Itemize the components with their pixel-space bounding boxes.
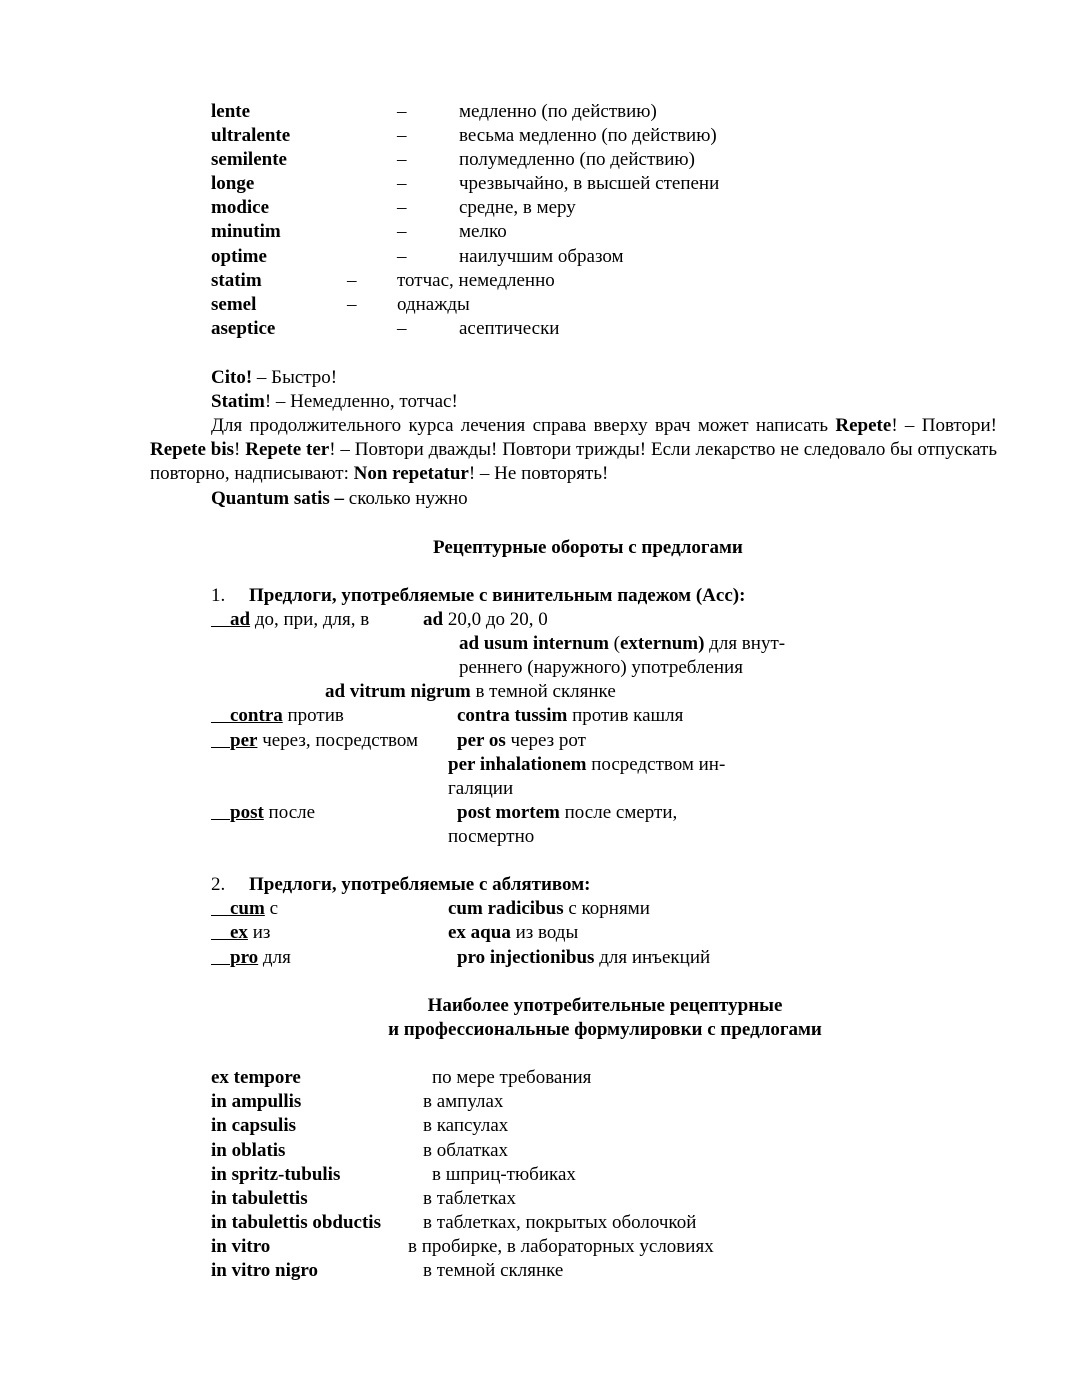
example-term: ad usum internum [459,633,609,654]
prep-cum [211,897,278,921]
formula-meaning: в таблетках [423,1188,516,1209]
prep-term: ex [230,922,248,943]
dash: – [397,246,407,267]
statim-term: Statim [211,391,265,412]
example-term: post mortem [457,802,560,823]
prep-meaning: для [258,947,291,968]
adverb-meaning: однажды [397,294,470,315]
adverb-meaning: тотчас, немедленно [397,270,555,291]
ex-example [448,921,578,945]
cito-line [211,366,337,390]
para-text: ! – Повтори дважды! Повтори трижды! Если лекарство не следовало бы отпускать повторно, надписывают: [150,439,998,484]
prep-term: per [230,730,258,751]
formula-meaning: в капсулах [423,1115,509,1136]
example-meaning: после смерти, [559,802,678,823]
cum-example [448,897,650,921]
adverb-term: lente [211,101,251,122]
dash: – [397,197,407,218]
example-term: cum radicibus [448,898,564,919]
dash: – [347,294,357,315]
example-meaning: 20,0 до 20, 0 [443,609,548,630]
prep-meaning: после [263,802,316,823]
inhal-example-cont: галяции [448,778,514,799]
list-number: 2. [211,874,226,895]
example-term: pro injectionibus [457,947,595,968]
prep-ad [211,608,369,632]
prep-ad-example [423,608,548,632]
section-title: и профессиональные формулировки с предлогами [388,1019,822,1040]
para-text: ! [234,439,246,460]
prep-meaning: до, при, для, в [250,609,370,630]
repete-paragraph [150,414,997,486]
prep-post [211,801,315,825]
repete-bis-term: Repete bis [150,439,235,460]
per-example [457,729,586,753]
example-meaning: для инъекций [594,947,711,968]
example-term: ad vitrum nigrum [325,681,471,702]
adverb-term: minutim [211,221,281,242]
dash: – [397,149,407,170]
abl-heading: Предлоги, употребляемые с аблятивом: [249,874,591,895]
prep-meaning: против [282,705,344,726]
cito-meaning: – Быстро! [252,367,338,388]
dash: – [397,318,407,339]
prep-term: contra [230,705,283,726]
quantum-meaning: сколько нужно [344,488,468,509]
example-meaning: из воды [510,922,579,943]
usum-example [459,632,785,656]
adverb-meaning: медленно (по действию) [459,101,657,122]
section-title: Рецептурные обороты с предлогами [433,537,743,558]
dash: – [397,101,407,122]
example-meaning: для внут- [704,633,786,654]
prep-per [211,729,418,753]
dash: – [397,173,407,194]
adverb-meaning: наилучшим образом [459,246,624,267]
formula-term: in vitro nigro [211,1260,318,1281]
prep-meaning: из [247,922,271,943]
post-example [457,801,677,825]
post-example-cont: посмертно [448,826,535,847]
non-repetatur-term: Non repetatur [353,463,469,484]
dash: – [397,125,407,146]
contra-example [457,704,683,728]
para-text: Для продолжительного курса лечения справа вверху врач может написать [211,415,836,436]
acc-heading: Предлоги, употребляемые с винительным падежом (Acc): [249,585,746,606]
section-title: Наиболее употребительные рецептурные [427,995,783,1016]
paren: ( [608,633,620,654]
example-meaning: с корнями [563,898,650,919]
repete-term: Repete [835,415,892,436]
example-meaning: посредством ин- [586,754,726,775]
formula-term: in spritz-tubulis [211,1164,341,1185]
adverb-term: modice [211,197,270,218]
example-meaning: в темной склянке [470,681,616,702]
adverb-term: semilente [211,149,287,170]
quantum-line [211,487,468,511]
adverb-term: semel [211,294,257,315]
adverb-meaning: асептически [459,318,560,339]
cito-term: Cito! [211,367,253,388]
formula-meaning: в ампулах [423,1091,504,1112]
prep-term: post [230,802,264,823]
para-text: ! – Повтори! [891,415,997,436]
formula-meaning: в облатках [423,1140,509,1161]
adverb-meaning: средне, в меру [459,197,576,218]
para-text: ! – Не повторять! [468,463,609,484]
example-term: contra tussim [457,705,568,726]
example-term: externum) [620,633,705,654]
inhal-example [448,753,725,777]
adverb-meaning: весьма медленно (по действию) [459,125,717,146]
repete-ter-term: Repete ter [245,439,330,460]
adverb-term: ultralente [211,125,291,146]
formula-term: in tabulettis [211,1188,308,1209]
formula-term: in ampullis [211,1091,302,1112]
formula-term: ex tempore [211,1067,301,1088]
statim-line [211,390,458,414]
formula-meaning: в шприц-тюбиках [432,1164,576,1185]
adverb-term: longe [211,173,255,194]
example-term: per inhalationem [448,754,587,775]
adverb-meaning: чрезвычайно, в высшей степени [459,173,720,194]
prep-term: cum [230,898,265,919]
pro-example [457,946,710,970]
prep-contra [211,704,344,728]
prep-ex [211,921,270,945]
example-meaning: против кашля [567,705,684,726]
vitrum-example [325,680,616,704]
prep-meaning: с [264,898,279,919]
quantum-term: Quantum satis – [211,488,345,509]
example-term: ad [423,609,444,630]
dash: – [347,270,357,291]
formula-term: in vitro [211,1236,271,1257]
prep-pro [211,946,291,970]
formula-meaning: в пробирке, в лабораторных условиях [408,1236,714,1257]
adverb-term: optime [211,246,267,267]
adverb-meaning: мелко [459,221,507,242]
example-term: per os [457,730,506,751]
dash: – [397,221,407,242]
adverb-term: aseptice [211,318,276,339]
list-number: 1. [211,585,226,606]
formula-term: in oblatis [211,1140,286,1161]
prep-term: pro [230,947,259,968]
formula-term: in tabulettis obductis [211,1212,381,1233]
prep-term: ad [230,609,251,630]
formula-meaning: по мере требования [432,1067,592,1088]
usum-example-cont: реннего (наружного) употребления [459,657,743,678]
example-term: ex aqua [448,922,511,943]
adverb-meaning: полумедленно (по действию) [459,149,695,170]
formula-term: in capsulis [211,1115,297,1136]
prep-meaning: через, посредством [257,730,419,751]
adverb-term: statim [211,270,262,291]
statim-meaning: ! – Немедленно, тотчас! [264,391,458,412]
formula-meaning: в таблетках, покрытых оболочкой [423,1212,697,1233]
formula-meaning: в темной склянке [423,1260,564,1281]
example-meaning: через рот [505,730,586,751]
